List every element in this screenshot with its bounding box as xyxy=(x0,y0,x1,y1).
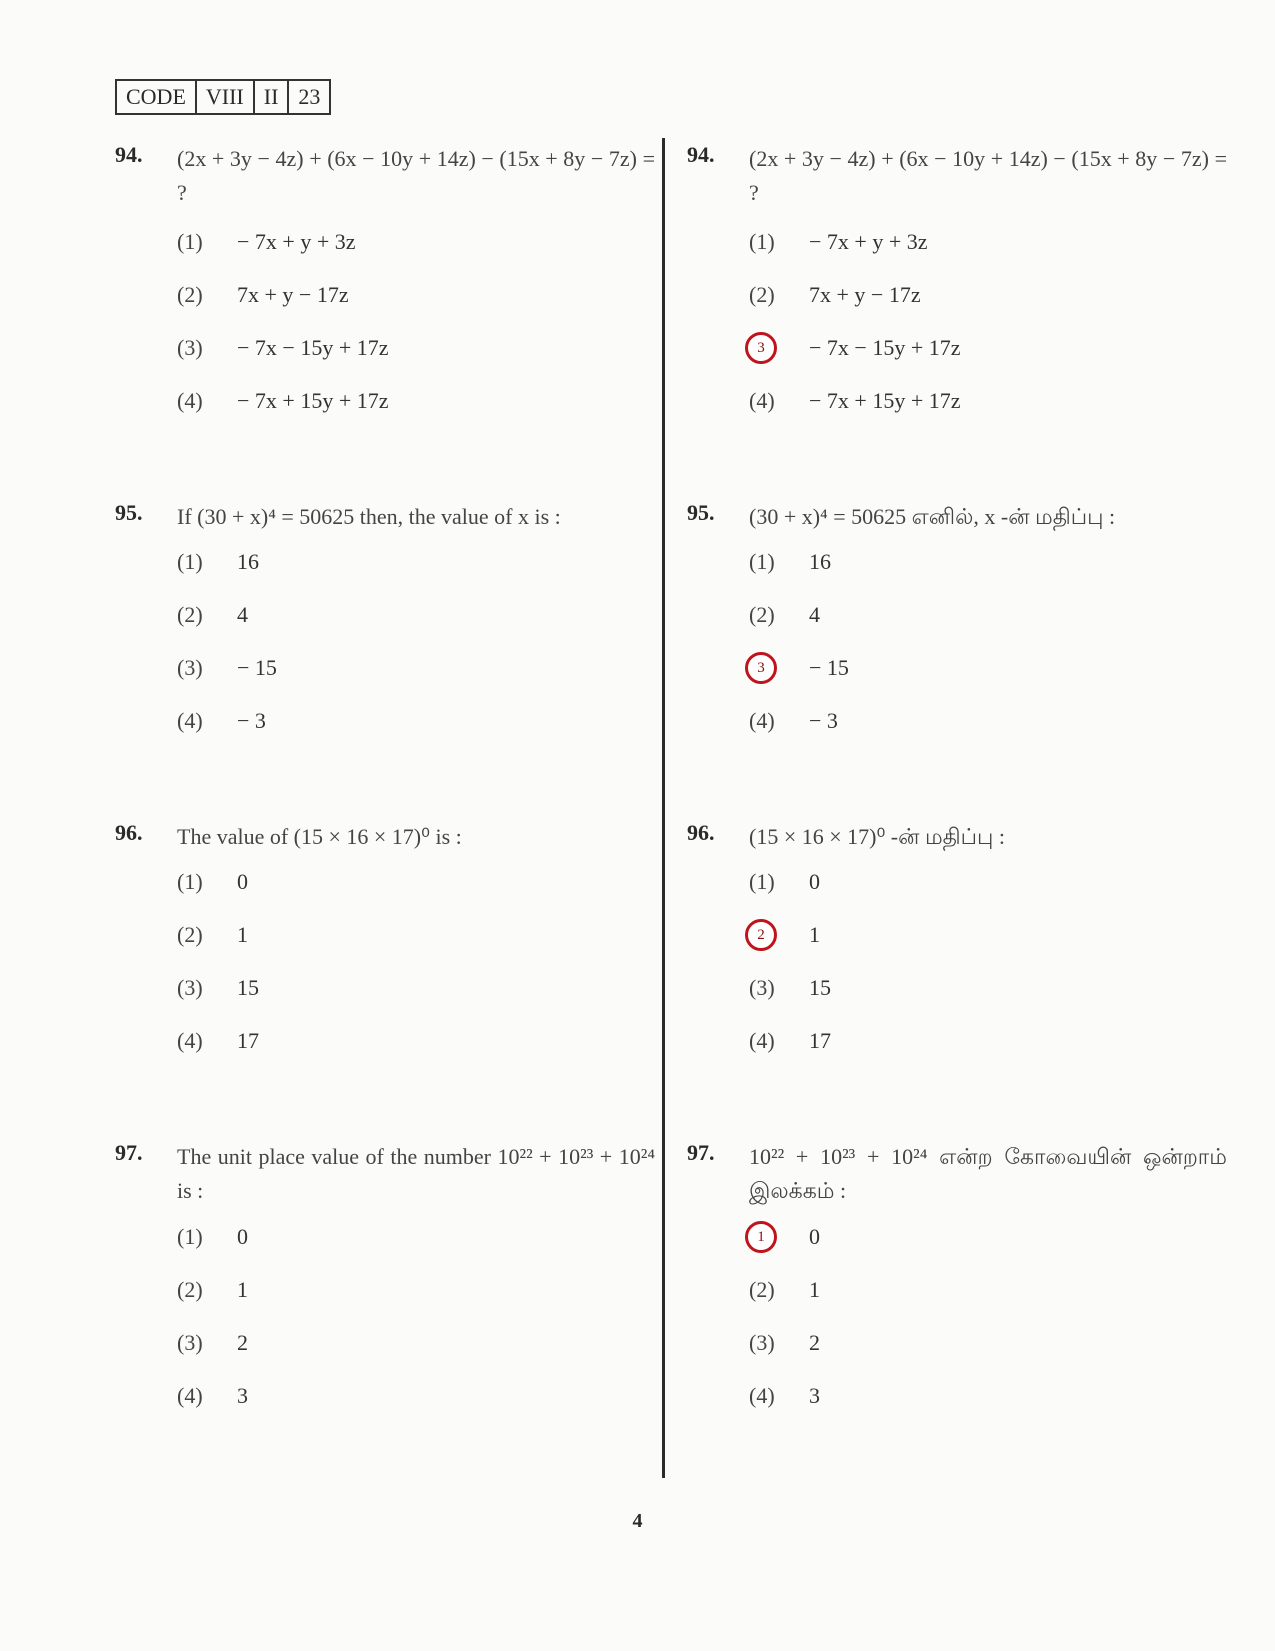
option-number: (2) xyxy=(749,602,775,627)
page-number: 4 xyxy=(632,1510,643,1532)
option-number: (2) xyxy=(177,282,203,307)
option-text: − 7x + 15y + 17z xyxy=(809,388,961,413)
option-number: (4) xyxy=(177,708,203,733)
option-text: 1 xyxy=(237,922,248,947)
option-text: 0 xyxy=(237,869,248,894)
answer-mark-circle: 3 xyxy=(745,652,777,684)
code-class: VIII xyxy=(197,81,255,113)
option-text: 1 xyxy=(809,1277,820,1302)
code-year: 23 xyxy=(298,84,321,109)
question-text: If (30 + x)⁴ = 50625 then, the value of x is : xyxy=(177,504,561,529)
option-text: − 7x + y + 3z xyxy=(237,229,356,254)
question-text: (2x + 3y − 4z) + (6x − 10y + 14z) − (15x + 8y − 7z) = ? xyxy=(749,146,1227,205)
question-number: 94. xyxy=(115,142,143,167)
option-number: (2) xyxy=(177,602,203,627)
option-text: 0 xyxy=(809,869,820,894)
question-number: 96. xyxy=(115,820,143,845)
option-text: 17 xyxy=(809,1028,831,1053)
option-number: (1) xyxy=(177,869,203,894)
option-text: 3 xyxy=(237,1383,248,1408)
option-text: − 3 xyxy=(809,708,838,733)
answer-mark-circle: 3 xyxy=(745,332,777,364)
option-text: 3 xyxy=(809,1383,820,1408)
code-term: II xyxy=(255,81,290,113)
question-number: 94. xyxy=(687,142,715,167)
option-text: 15 xyxy=(237,975,259,1000)
option-text: − 15 xyxy=(809,655,849,680)
option-number: (4) xyxy=(177,1028,203,1053)
code-label: CODE xyxy=(117,81,197,113)
option-text: 0 xyxy=(809,1224,820,1249)
option-number: (1) xyxy=(177,549,203,574)
option-number: (2) xyxy=(177,1277,203,1302)
option-number: (2) xyxy=(749,282,775,307)
question-number: 95. xyxy=(115,500,143,525)
question-number: 97. xyxy=(687,1140,715,1165)
option-text: 2 xyxy=(809,1330,820,1355)
option-number: (1) xyxy=(749,549,775,574)
option-number: (3) xyxy=(749,1330,775,1355)
option-number: (3) xyxy=(177,335,203,360)
option-number: (1) xyxy=(177,1224,203,1249)
question-text: 10²² + 10²³ + 10²⁴ என்ற கோவையின் ஒன்றாம் இலக்கம் : xyxy=(749,1144,1227,1203)
option-number: (3) xyxy=(177,975,203,1000)
option-text: − 7x − 15y + 17z xyxy=(237,335,389,360)
option-number: (3) xyxy=(177,1330,203,1355)
option-number: (4) xyxy=(749,1383,775,1408)
question-number: 97. xyxy=(115,1140,143,1165)
option-text: − 3 xyxy=(237,708,266,733)
option-text: − 7x + 15y + 17z xyxy=(237,388,389,413)
option-text: 4 xyxy=(809,602,820,627)
option-text: 17 xyxy=(237,1028,259,1053)
question-text: The value of (15 × 16 × 17)⁰ is : xyxy=(177,824,462,849)
option-number: (1) xyxy=(749,229,775,254)
option-number: (4) xyxy=(749,388,775,413)
question-number: 96. xyxy=(687,820,715,845)
option-text: 7x + y − 17z xyxy=(237,282,349,307)
answer-mark-circle: 1 xyxy=(745,1221,777,1253)
option-text: 0 xyxy=(237,1224,248,1249)
option-number: (4) xyxy=(749,708,775,733)
code-box xyxy=(115,79,331,115)
option-number: (4) xyxy=(177,1383,203,1408)
option-number: (3) xyxy=(177,655,203,680)
option-text: − 7x + y + 3z xyxy=(809,229,928,254)
question-text: (2x + 3y − 4z) + (6x − 10y + 14z) − (15x + 8y − 7z) = ? xyxy=(177,146,655,205)
option-text: 15 xyxy=(809,975,831,1000)
column-divider xyxy=(662,138,665,1478)
option-text: − 7x − 15y + 17z xyxy=(809,335,961,360)
option-text: 1 xyxy=(237,1277,248,1302)
option-text: 2 xyxy=(237,1330,248,1355)
question-text: (15 × 16 × 17)⁰ -ன் மதிப்பு : xyxy=(749,824,1006,849)
option-number: (2) xyxy=(749,1277,775,1302)
option-text: − 15 xyxy=(237,655,277,680)
option-number: (3) xyxy=(749,975,775,1000)
option-number: (4) xyxy=(177,388,203,413)
option-text: 1 xyxy=(809,922,820,947)
option-text: 16 xyxy=(237,549,259,574)
option-text: 7x + y − 17z xyxy=(809,282,921,307)
question-text: (30 + x)⁴ = 50625 எனில், x -ன் மதிப்பு : xyxy=(749,504,1116,529)
option-number: (4) xyxy=(749,1028,775,1053)
option-text: 16 xyxy=(809,549,831,574)
question-number: 95. xyxy=(687,500,715,525)
answer-mark-circle: 2 xyxy=(745,919,777,951)
question-text: The unit place value of the number 10²² + 10²³ + 10²⁴ is : xyxy=(177,1144,655,1203)
option-number: (2) xyxy=(177,922,203,947)
option-text: 4 xyxy=(237,602,248,627)
option-number: (1) xyxy=(177,229,203,254)
option-number: (1) xyxy=(749,869,775,894)
